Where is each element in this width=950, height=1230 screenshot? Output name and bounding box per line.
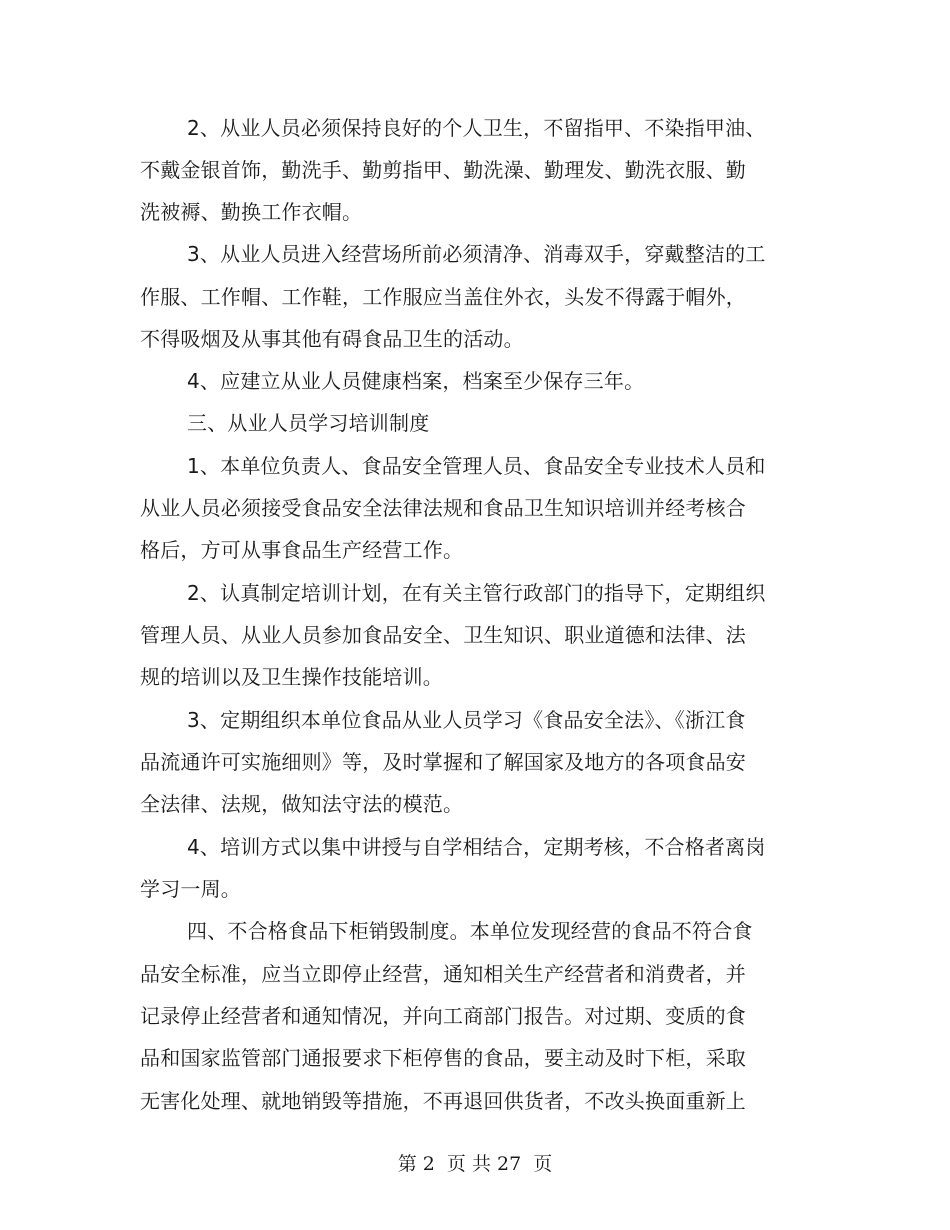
paragraph-5-line-2: 从业人员必须接受食品安全法律法规和食品卫生知识培训并经考核合 [140,496,746,520]
paragraph-9-line-5: 无害化处理、就地销毁等措施，不再退回供货者，不改头换面重新上 [140,1089,746,1113]
section-heading-training: 三、从业人员学习培训制度 [187,411,430,435]
paragraph-8-line-1: 4、培训方式以集中讲授与自学相结合，定期考核，不合格者离岗 [187,835,766,859]
paragraph-9-line-1: 四、不合格食品下柜销毁制度。本单位发现经营的食品不符合食 [187,919,753,943]
paragraph-8-line-2: 学习一周。 [140,877,241,901]
paragraph-6-line-1: 2、认真制定培训计划，在有关主管行政部门的指导下，定期组织 [187,581,766,605]
paragraph-5-line-3: 格后，方可从事食品生产经营工作。 [140,538,464,562]
page-number-footer: 第 2 页 共 27 页 [397,1153,553,1175]
paragraph-7-line-1: 3、定期组织本单位食品从业人员学习《食品安全法》、《浙江食 [187,708,746,732]
paragraph-5-line-1: 1、本单位负责人、食品安全管理人员、食品安全专业技术人员和 [187,454,766,478]
paragraph-6-line-3: 规的培训以及卫生操作技能培训。 [140,665,443,689]
paragraph-2-line-3: 不得吸烟及从事其他有碍食品卫生的活动。 [140,327,524,351]
paragraph-6-line-2: 管理人员、从业人员参加食品安全、卫生知识、职业道德和法律、法 [140,623,746,647]
paragraph-3-line-1: 4、应建立从业人员健康档案，档案至少保存三年。 [187,369,645,393]
paragraph-1-line-1: 2、从业人员必须保持良好的个人卫生，不留指甲、不染指甲油、 [187,116,766,140]
paragraph-2-line-2: 作服、工作帽、工作鞋，工作服应当盖住外衣，头发不得露于帽外， [140,285,746,309]
paragraph-7-line-3: 全法律、法规，做知法守法的模范。 [140,792,464,816]
paragraph-1-line-3: 洗被褥、勤换工作衣帽。 [140,200,363,224]
paragraph-1-line-2: 不戴金银首饰，勤洗手、勤剪指甲、勤洗澡、勤理发、勤洗衣服、勤 [140,158,746,182]
paragraph-2-line-1: 3、从业人员进入经营场所前必须清净、消毒双手，穿戴整洁的工 [187,242,766,266]
paragraph-9-line-3: 记录停止经营者和通知情况，并向工商部门报告。对过期、变质的食 [140,1004,746,1028]
paragraph-9-line-4: 品和国家监管部门通报要求下柜停售的食品，要主动及时下柜，采取 [140,1046,746,1070]
paragraph-7-line-2: 品流通许可实施细则》等，及时掌握和了解国家及地方的各项食品安 [140,750,746,774]
paragraph-9-line-2: 品安全标准，应当立即停止经营，通知相关生产经营者和消费者，并 [140,962,746,986]
